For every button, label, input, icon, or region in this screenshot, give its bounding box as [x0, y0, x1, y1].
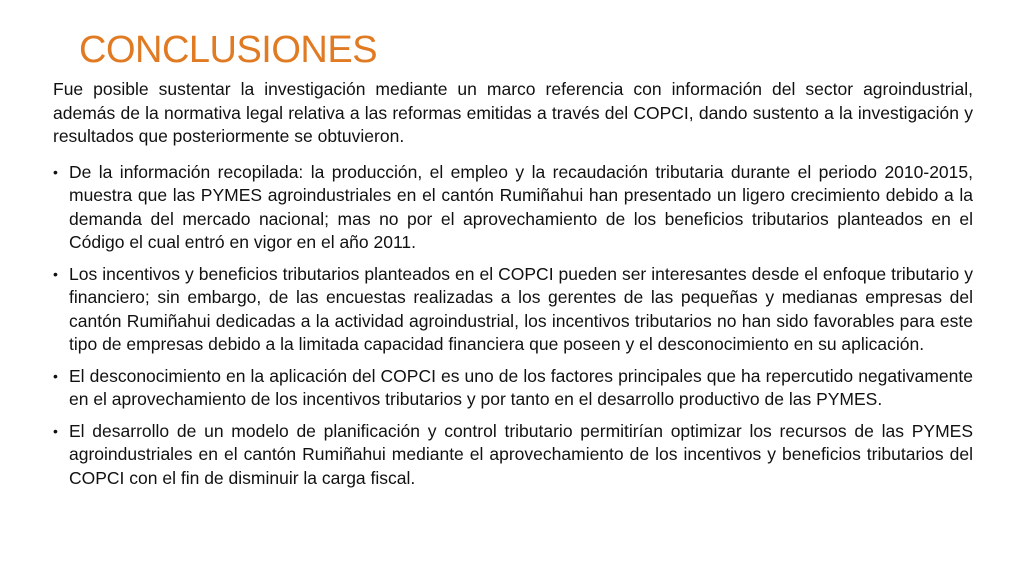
list-item — [53, 263, 973, 357]
list-item — [53, 420, 973, 491]
slide-title: CONCLUSIONES — [79, 29, 378, 71]
bullet-icon: • — [53, 422, 58, 439]
bullet-icon: • — [53, 265, 58, 282]
bullet-icon: • — [53, 367, 58, 384]
bullet-icon: • — [53, 163, 58, 180]
list-item-text: Los incentivos y beneficios tributarios planteados en el COPCI pueden ser interesantes desde el enfoque tributario y financiero; sin embargo, de las encuestas realizadas a los gerentes de las pequeñas y medianas empresas del cantón Rumiñahui dedicadas a la actividad agroindustrial, los incentivos tributarios no han sido favorables para este tipo de empresas debido a la limitada capacidad financiera que poseen y el desconocimiento en su aplicación. — [69, 263, 973, 354]
list-item — [53, 365, 973, 412]
list-item — [53, 161, 973, 255]
intro-paragraph: Fue posible sustentar la investigación mediante un marco referencia con información del sector agroindustrial, además de la normativa legal relativa a las reformas emitidas a través del COPCI, dando sustento a la investigación y resultados que posteriormente se obtuvieron. — [53, 79, 973, 146]
list-item-text: El desarrollo de un modelo de planificación y control tributario permitirían optimizar los recursos de las PYMES agroindustriales en el cantón Rumiñahui mediante el aprovechamiento de los incentivos y beneficios tributarios del COPCI con el fin de disminuir la carga fiscal. — [69, 420, 973, 488]
list-item-text: El desconocimiento en la aplicación del COPCI es uno de los factores principales que ha repercutido negativamente en el aprovechamiento de los incentivos tributarios y por tanto en el desarrollo productivo de las PYMES. — [69, 365, 973, 409]
list-item-text: De la información recopilada: la producción, el empleo y la recaudación tributaria durante el periodo 2010-2015, muestra que las PYMES agroindustriales en el cantón Rumiñahui han presentado un ligero crecimiento debido a la demanda del mercado nacional; mas no por el aprovechamiento de los beneficios tributarios planteados en el Código el cual entró en vigor en el año 2011. — [69, 161, 973, 252]
conclusions-list — [53, 161, 973, 491]
slide-body — [53, 78, 973, 498]
